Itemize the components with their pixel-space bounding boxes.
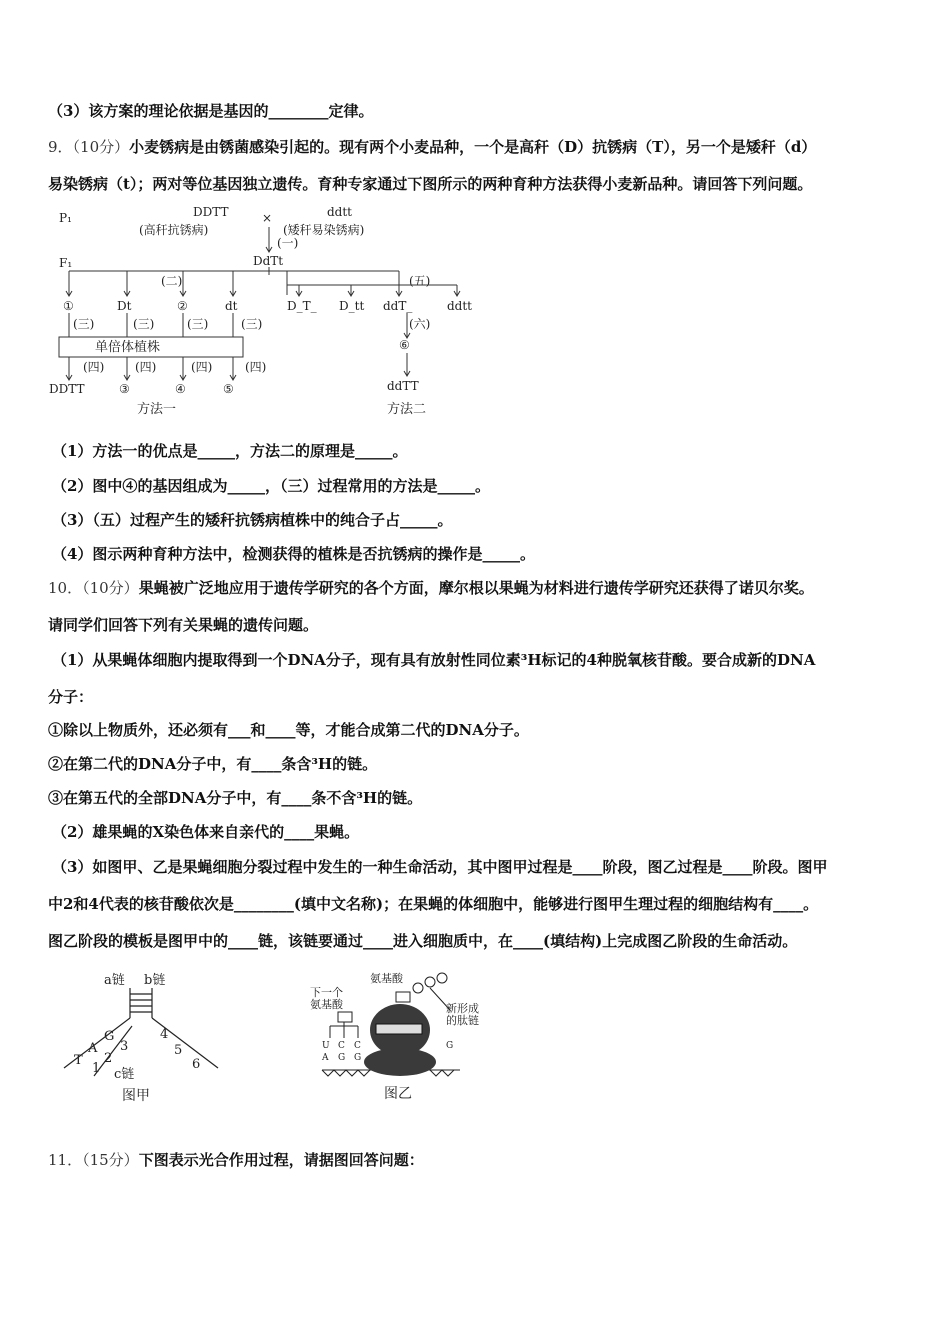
q10-sub1: ①除以上物质外，还必须有___和____等，才能合成第二代的DNA分子。 (48, 721, 529, 739)
cross-symbol: × (262, 211, 273, 225)
new-peptide-2: 的肽链 (446, 1014, 479, 1027)
base-6: G (354, 1053, 362, 1063)
gamete-2: Dt (117, 299, 132, 313)
gamete-4: dt (225, 299, 238, 313)
num-1: 1 (92, 1061, 101, 1076)
translation-diagram (300, 966, 490, 1108)
base-1: U (322, 1041, 330, 1051)
next-amino-acid-2: 氨基酸 (310, 998, 343, 1011)
new-peptide-1: 新形成 (446, 1002, 479, 1015)
q9-stem-text-1: 小麦锈病是由锈菌感染引起的。现有两个小麦品种，一个是高秆（D）抗锈病（T），另一个是矮秆（d） (129, 138, 817, 156)
step-4a: (四) (83, 360, 105, 374)
parent-low: ddtt (327, 205, 353, 219)
step-3d: (三) (241, 317, 263, 331)
a-chain-label: a链 (104, 973, 125, 988)
transcription-diagram (58, 968, 228, 1108)
q8-part3: （3）该方案的理论依据是基因的________定律。 (48, 102, 374, 120)
q9-stem-1 (48, 137, 816, 157)
step-4b: (四) (135, 360, 157, 374)
num-4: 4 (160, 1027, 169, 1042)
result-2: ③ (119, 382, 130, 396)
result-3: ④ (175, 382, 186, 396)
amino-acid-label: 氨基酸 (370, 972, 403, 985)
offspring-2: D_tt (339, 299, 365, 313)
q9-part1: （1）方法一的优点是_____，方法二的原理是_____。 (52, 442, 408, 460)
q11-stem-text: 下图表示光合作用过程，请据图回答问题： (138, 1151, 424, 1169)
q10-number: 10．（10分） (48, 579, 139, 597)
base-4: G (338, 1053, 346, 1063)
circle-6: ⑥ (399, 338, 410, 352)
base-7: G (446, 1041, 454, 1051)
method-1: 方法一 (137, 402, 177, 417)
num-2: 2 (104, 1051, 113, 1066)
final-genotype: ddTT (387, 379, 419, 393)
result-4: ⑤ (223, 382, 234, 396)
q10-part2: （2）雄果蝇的X染色体来自亲代的____果蝇。 (52, 823, 360, 841)
method-2: 方法二 (387, 402, 427, 417)
base-5: C (354, 1041, 361, 1051)
q10-part1-a: （1）从果蝇体细胞内提取得到一个DNA分子，现有具有放射性同位素³H标记的4种脱氧核苷酸。要合成新的DNA (52, 651, 816, 669)
step-1: (一) (277, 236, 299, 250)
step-3c: (三) (187, 317, 209, 331)
q11-number: 11．（15分） (48, 1151, 139, 1169)
gamete-1: ① (63, 299, 74, 313)
q10-stem-text-1: 果蝇被广泛地应用于遗传学研究的各个方面，摩尔根以果蝇为材料进行遗传学研究还获得了诺贝尔奖。 (138, 579, 814, 597)
offspring-4: ddtt (447, 299, 473, 313)
breeding-diagram (49, 203, 495, 421)
base-G: G (104, 1029, 115, 1044)
q10-part1-b: 分子： (48, 688, 94, 706)
step-2: (二) (161, 274, 183, 288)
q10-part3-b: 中2和4代表的核苷酸依次是________(填中文名称)；在果蝇的体细胞中，能够进行图甲生理过程的细胞结构有____。 (48, 895, 819, 913)
q10-part3-a: （3）如图甲、乙是果蝇细胞分裂过程中发生的一种生命活动，其中图甲过程是____阶段，图乙过程是____阶段。图甲 (52, 858, 828, 876)
offspring-3: ddT_ (383, 299, 413, 313)
offspring-1: D_T_ (287, 299, 317, 313)
b-chain-label: b链 (144, 973, 166, 988)
parent-high: DDTT (193, 205, 229, 219)
step-3a: (三) (73, 317, 95, 331)
q9-number: 9．（10分） (48, 138, 130, 156)
haploid-label: 单倍体植株 (95, 340, 161, 355)
q11-stem (48, 1150, 424, 1170)
step-5: (五) (409, 274, 431, 288)
base-3: C (338, 1041, 345, 1051)
num-5: 5 (174, 1043, 183, 1058)
base-A: A (88, 1041, 98, 1056)
parent-low-note: (矮秆易染锈病) (283, 223, 365, 237)
q10-stem-2: 请同学们回答下列有关果蝇的遗传问题。 (48, 616, 319, 634)
gamete-3: ② (177, 299, 188, 313)
step-3b: (三) (133, 317, 155, 331)
step-4d: (四) (245, 360, 267, 374)
q10-sub2: ②在第二代的DNA分子中，有____条含³H的链。 (48, 755, 378, 773)
f1-label: F₁ (59, 256, 73, 270)
q9-part3: （3）（五）过程产生的矮秆抗锈病植株中的纯合子占_____。 (52, 511, 453, 529)
result-1: DDTT (49, 382, 85, 396)
base-T: T (74, 1053, 83, 1068)
figure-yi-caption: 图乙 (384, 1086, 412, 1102)
p1-label: P₁ (59, 211, 72, 225)
q10-stem-1 (48, 578, 814, 598)
next-amino-acid-1: 下一个 (310, 986, 343, 999)
q10-part3-c: 图乙阶段的模板是图甲中的____链，该链要通过____进入细胞质中，在____(填结构)上完成图乙阶段的生命活动。 (48, 932, 798, 950)
step-6: (六) (409, 317, 431, 331)
q10-sub3: ③在第五代的全部DNA分子中，有____条不含³H的链。 (48, 789, 423, 807)
c-chain-label: c链 (114, 1067, 135, 1082)
step-4c: (四) (191, 360, 213, 374)
q9-part4: （4）图示两种育种方法中，检测获得的植株是否抗锈病的操作是_____。 (52, 545, 535, 563)
num-6: 6 (192, 1057, 201, 1072)
parent-high-note: (高秆抗锈病) (139, 223, 209, 237)
f1-genotype: DdTt (253, 254, 284, 268)
num-3: 3 (120, 1039, 129, 1054)
q9-part2: （2）图中④的基因组成为_____，（三）过程常用的方法是_____。 (52, 477, 490, 495)
figure-jia-caption: 图甲 (122, 1088, 150, 1104)
q9-stem-2: 易染锈病（t）；两对等位基因独立遗传。育种专家通过下图所示的两种育种方法获得小麦新品种。请回答下列问题。 (48, 175, 813, 193)
base-2: A (322, 1053, 329, 1063)
